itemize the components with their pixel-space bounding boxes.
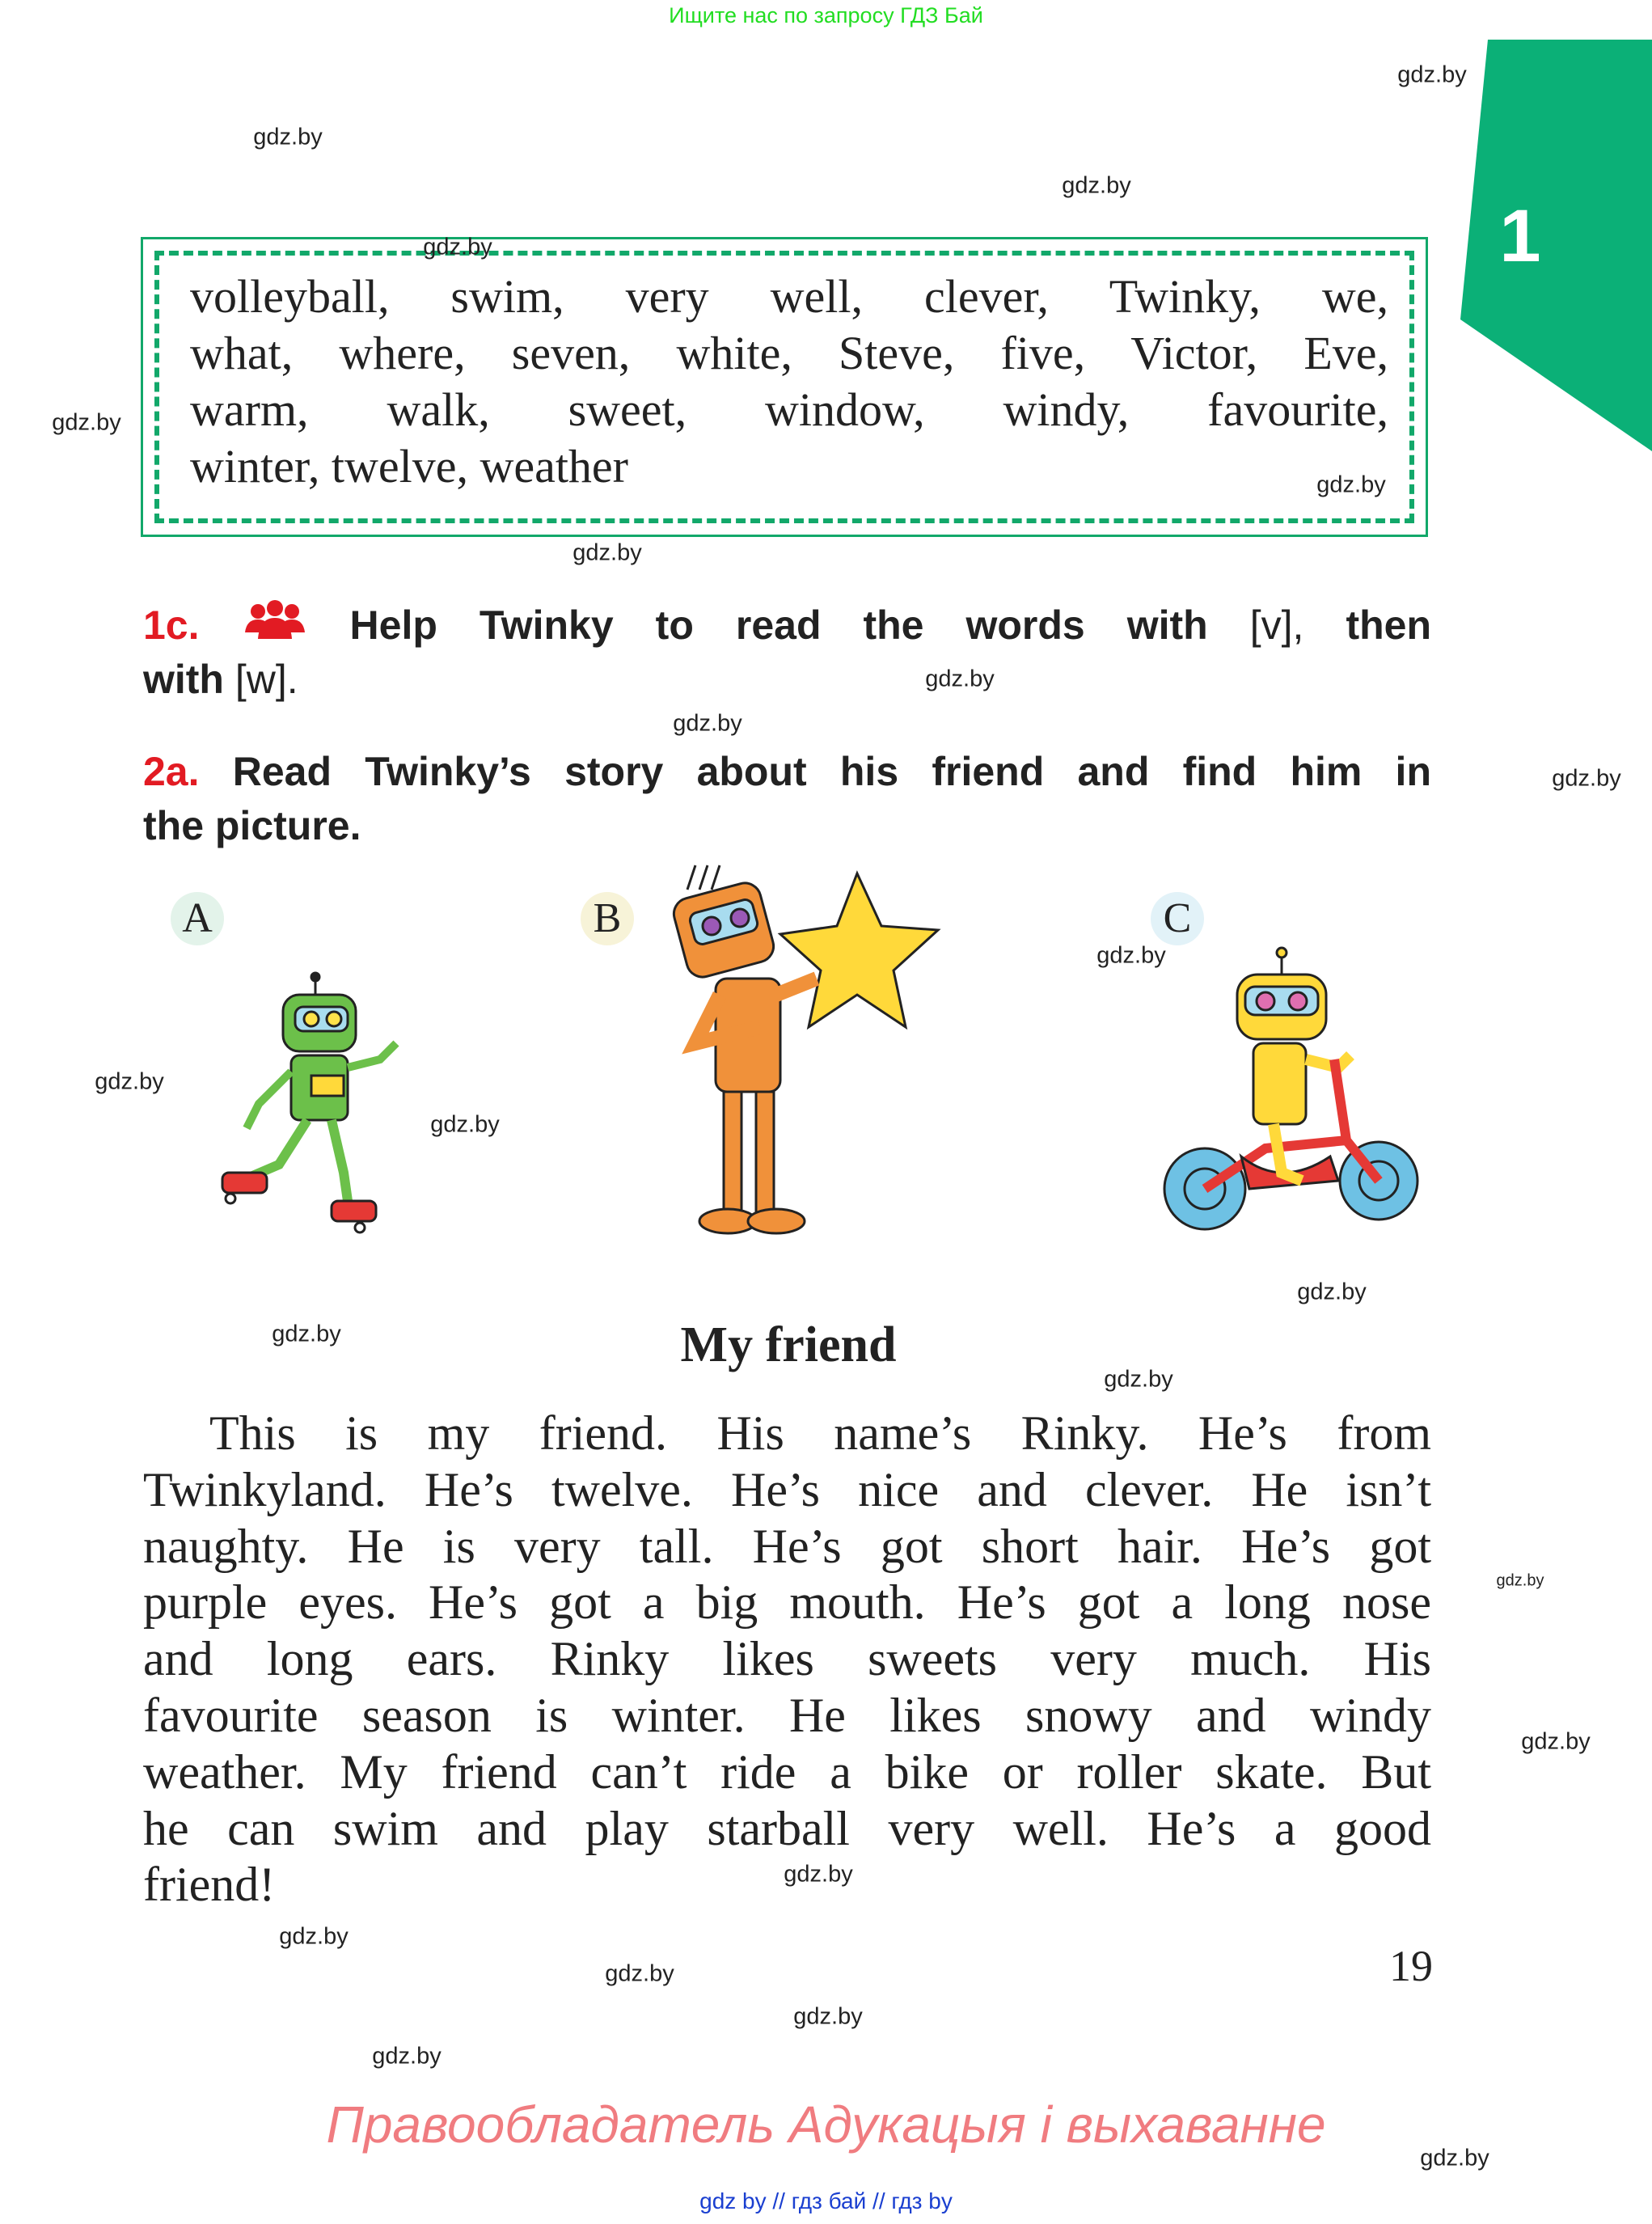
watermark: gdz.by [1496, 1571, 1544, 1590]
watermark: gdz.by [793, 2003, 863, 2030]
watermark: gdz.by [1420, 2145, 1489, 2171]
phoneme-w: [w]. [234, 657, 298, 702]
watermark: gdz.by [1521, 1728, 1591, 1755]
task-number: 2a. [143, 749, 200, 794]
bottom-site-links[interactable]: gdz by // гдз бай // гдз by [699, 2188, 953, 2213]
phoneme-v: [v], [1249, 603, 1304, 648]
group-work-icon [242, 600, 308, 642]
story-title: My friend [680, 1317, 897, 1372]
word-line: winter, twelve, weather [190, 440, 628, 493]
watermark: gdz.by [95, 1068, 164, 1095]
task-number: 1c. [143, 603, 200, 648]
story-line: Twinkyland. He’s twelve. He’s nice and clever. He isn’t [143, 1462, 1431, 1516]
task-1c-line-2 [143, 653, 1431, 707]
watermark: gdz.by [253, 124, 323, 150]
picture-label-c: C [1151, 892, 1204, 945]
word-line: what, where, seven, white, Steve, five, Victor, Eve, [190, 327, 1388, 379]
watermark: gdz.by [1096, 942, 1166, 969]
story-line: and long ears. Rinky likes sweets very much. His [143, 1632, 1431, 1686]
story-line: he can swim and play starball very well. He’s a good [143, 1801, 1431, 1855]
watermark: gdz.by [925, 666, 995, 692]
watermark: gdz.by [784, 1861, 853, 1888]
watermark: gdz.by [372, 2043, 442, 2070]
page-number: 19 [1389, 1942, 1433, 1990]
story-line: This is my friend. His name’s Rinky. He’s from [209, 1406, 1431, 1460]
rights-holder-notice: Правообладатель Адукацыя і выхаванне [326, 2095, 1326, 2154]
picture-label-b: B [581, 892, 634, 945]
watermark: gdz.by [1397, 61, 1467, 88]
watermark: gdz.by [1062, 172, 1131, 199]
task-2a-text: Read Twinky’s story about his friend and find him in [232, 749, 1431, 794]
watermark: gdz.by [1552, 765, 1621, 792]
watermark: gdz.by [279, 1923, 349, 1950]
task-1c-text-2: with [143, 657, 224, 702]
story-line: purple eyes. He’s got a big mouth. He’s got a long nose [143, 1575, 1431, 1630]
story-text [143, 1406, 1431, 1913]
watermark: gdz.by [1316, 471, 1386, 498]
watermark: gdz.by [1297, 1279, 1367, 1305]
watermark: gdz.by [605, 1960, 674, 1987]
search-banner[interactable]: Ищите нас по запросу ГДЗ Бай [669, 3, 983, 27]
word-line: volleyball, swim, very well, clever, Twinky, we, [190, 270, 1388, 323]
watermark: gdz.by [272, 1321, 341, 1347]
task-1c-line-1 [143, 598, 1431, 653]
picture-label-a: A [171, 892, 224, 945]
word-line: warm, walk, sweet, window, windy, favourite, [190, 383, 1388, 436]
story-line: naughty. He is very tall. He’s got short hair. He’s got [143, 1519, 1431, 1573]
watermark: gdz.by [1104, 1366, 1173, 1393]
task-1c [143, 598, 1431, 707]
task-1c-text-end: then [1346, 603, 1431, 648]
task-2a-line-2: the picture. [143, 803, 361, 848]
task-2a [143, 745, 1431, 853]
story-line: weather. My friend can’t ride a bike or roller skate. But [143, 1744, 1431, 1799]
word-list [190, 268, 1388, 495]
task-2a-line-1 [143, 745, 1431, 799]
story-line: favourite season is winter. He likes snowy and windy [143, 1688, 1431, 1742]
watermark: gdz.by [572, 539, 642, 566]
watermark: gdz.by [673, 710, 742, 737]
story-line: friend! [143, 1858, 276, 1912]
unit-number: 1 [1499, 195, 1541, 277]
yellow-robot-on-bike-icon [1160, 946, 1427, 1254]
orange-robot-with-star-icon [663, 857, 954, 1254]
watermark: gdz.by [52, 409, 121, 436]
green-robot-roller-skating-icon [202, 970, 429, 1245]
task-1c-text: Help Twinky to read the words with [349, 603, 1208, 648]
watermark: gdz.by [430, 1111, 500, 1138]
watermark: gdz.by [423, 234, 492, 260]
